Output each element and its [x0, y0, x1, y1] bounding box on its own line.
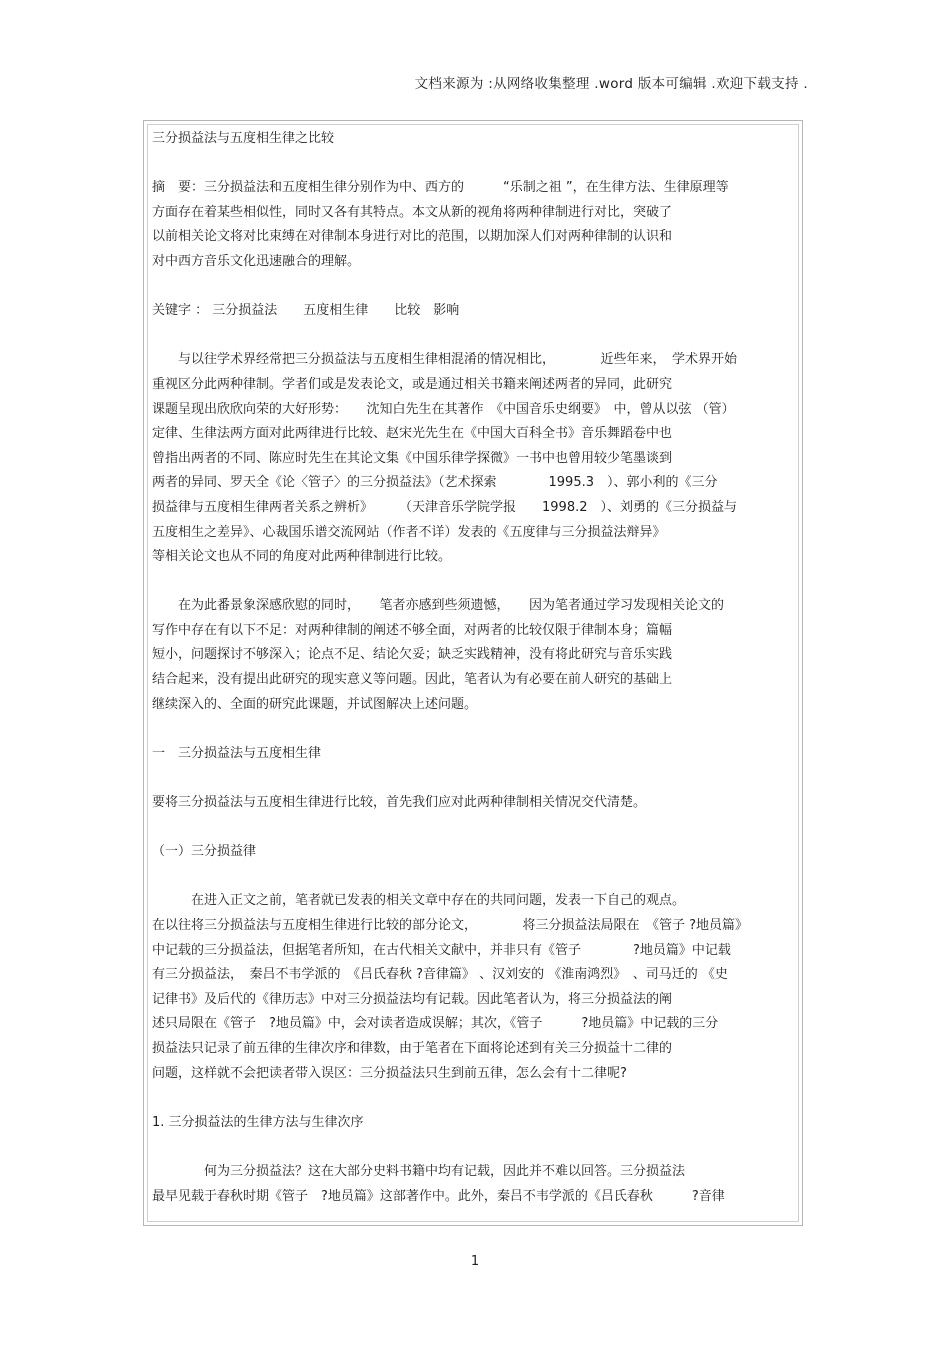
paragraph-line: 继续深入的、全面的研究此课题，并试图解决上述问题。 [152, 696, 478, 712]
paragraph-line: 损益律与五度相生律两者关系之辨析》 （天津音乐学院学报 1998.2 ）、刘勇的《三分损益与 [152, 499, 737, 515]
article-title: 三分损益法与五度相生律之比较 [152, 131, 335, 146]
subsection-heading: （一）三分损益律 [152, 844, 257, 860]
paragraph-line: 定律、生律法两方面对此两律进行比较、赵宋光先生在《中国大百科全书》音乐舞蹈卷中也 [152, 426, 673, 442]
abstract [152, 176, 797, 274]
paragraph-line: 短小，问题探讨不够深入；论点不足、结论欠妥；缺乏实践精神，没有将此研究与音乐实践 [152, 647, 673, 663]
page-header-source-note: 文档来源为 :从网络收集整理 .word 版本可编辑 .欢迎下载支持 . [414, 76, 808, 92]
paragraph-line: 问题，这样就不会把读者带入误区：三分损益法只生到前五律，怎么会有十二律呢? [152, 1065, 627, 1081]
paragraph-line: 述只局限在《管子 ?地员篇》中，会对读者造成误解；其次，《管子 ?地员篇》中记载的三分 [152, 1016, 719, 1032]
paragraph-line: 有三分损益法， 秦吕不韦学派的 《吕氏春秋 ?音律篇》 、汉刘安的 《淮南鸿烈》 、司马迁的 《史 [152, 967, 728, 983]
paragraph-line: 中记载的三分损益法，但据笔者所知，在古代相关文献中，并非只有《管子 ?地员篇》中记载 [152, 942, 731, 958]
paragraph-line: 两者的异同、罗天全《论〈管子〉的三分损益法》（艺术探索 1995.3 ）、郭小利的《三分 [152, 475, 718, 491]
abstract-line: 摘 要：三分损益法和五度相生律分别作为中、西方的 “乐制之祖 ”，在生律方法、生律原理等 [152, 180, 729, 196]
abstract-line: 方面存在着某些相似性，同时又各有其特点。本文从新的视角将两种律制进行对比，突破了 [152, 204, 673, 220]
page-number: 1 [470, 1254, 480, 1269]
paragraph-line: 重视区分此两种律制。学者们或是发表论文，或是通过相关书籍来阐述两者的异同，此研究 [152, 376, 673, 392]
paragraph-line: 何为三分损益法？这在大部分史料书籍中均有记载，因此并不难以回答。三分损益法 [152, 1163, 686, 1179]
paragraph-line: 等相关论文也从不同的角度对此两种律制进行比较。 [152, 549, 452, 565]
paragraph-line: 结合起来，没有提出此研究的现实意义等问题。因此，笔者认为有必要在前人研究的基础上 [152, 672, 673, 688]
paragraph-line: 课题呈现出欣欣向荣的大好形势： 沈知白先生在其著作 《中国音乐史纲要》 中，曾从以弦 （管） [152, 401, 735, 417]
paragraph-literature-review [152, 348, 797, 569]
paragraph-line: 五度相生之差异》、心裁国乐谱交流网站（作者不详）发表的《五度律与三分损益法辩异》 [152, 524, 666, 540]
section-heading: 一 三分损益法与五度相生律 [152, 745, 322, 761]
article-body [152, 127, 797, 1209]
abstract-line: 以前相关论文将对比束缚在对律制本身进行对比的范围，以期加深人们对两种律制的认识和 [152, 229, 673, 245]
paragraph-method [152, 1160, 797, 1209]
paragraph-line: 曾指出两者的不同、陈应时先生在其论文集《中国乐律学探微》一书中也曾用较少笔墨谈到 [152, 450, 673, 466]
paragraph-line: 最早见载于春秋时期《管子 ?地员篇》这部著作中。此外，秦吕不韦学派的《吕氏春秋 ?音律 [152, 1188, 725, 1204]
keywords: 关键字 ： 三分损益法 五度相生律 比较 影响 [152, 303, 460, 319]
section-intro: 要将三分损益法与五度相生律进行比较，首先我们应对此两种律制相关情况交代清楚。 [152, 795, 647, 811]
paragraph-shortcomings [152, 594, 797, 717]
paragraph-author-view [152, 889, 797, 1086]
paragraph-line: 写作中存在有以下不足：对两种律制的阐述不够全面，对两者的比较仅限于律制本身；篇幅 [152, 622, 673, 638]
paragraph-line: 在进入正文之前，笔者就已发表的相关文章中存在的共同问题，发表一下自己的观点。 [152, 893, 686, 909]
paragraph-line: 记律书》及后代的《律历志》中对三分损益法均有记载。因此笔者认为，将三分损益法的阐 [152, 991, 673, 1007]
paragraph-line: 在为此番景象深感欣慰的同时， 笔者亦感到些须遗憾， 因为笔者通过学习发现相关论文的 [152, 598, 725, 614]
abstract-line: 对中西方音乐文化迅速融合的理解。 [152, 253, 361, 269]
subsection-heading: 1. 三分损益法的生律方法与生律次序 [152, 1114, 364, 1130]
paragraph-line: 与以往学术界经常把三分损益法与五度相生律相混淆的情况相比， 近些年来， 学术界开始 [152, 352, 738, 368]
paragraph-line: 损益法只记录了前五律的生律次序和律数，由于笔者在下面将论述到有关三分损益十二律的 [152, 1040, 673, 1056]
paragraph-line: 在以往将三分损益法与五度相生律进行比较的部分论文， 将三分损益法局限在 《管子 ?地员篇》 [152, 918, 749, 933]
